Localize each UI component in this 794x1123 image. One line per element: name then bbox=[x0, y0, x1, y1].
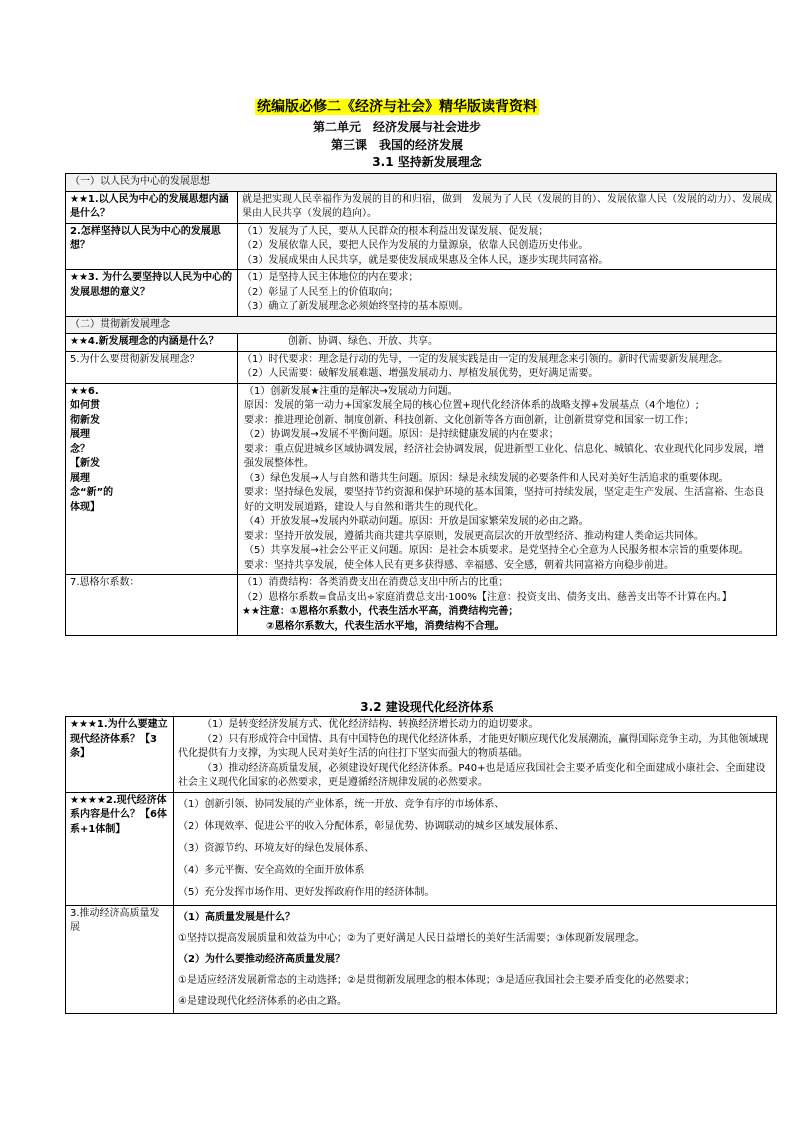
question-1: ★★1.以人民为中心的发展思想内涵是什么？ bbox=[66, 191, 238, 223]
table-2 bbox=[65, 716, 777, 1014]
t2-answer-2: （1）创新引领、协同发展的产业体系，统一开放、竞争有序的市场体系、 （2）体现效率、促进公平的收入分配体系，彰显优势、协调联动的城乡区域发展体系、 （3）资源节约、环境友好的绿色发展体系、 （4）多元平衡、安全高效的全面开放体系 （5）充分发挥市场作用、更好发挥政府作用的经济体制。 bbox=[174, 792, 777, 905]
question-2: 2.怎样坚持以人民为中心的发展思想？ bbox=[66, 223, 238, 270]
section-2-title: 3.2 建设现代化经济体系 bbox=[360, 700, 494, 714]
t2-question-2: ★★★★2.现代经济体系内容是什么？【6体系+1体制】 bbox=[66, 792, 174, 905]
question-3: ★★3. 为什么要坚持以人民为中心的发展思想的意义？ bbox=[66, 270, 238, 317]
answer-6: （1）创新发展★注重的是解决→发展动力问题。 原因：发展的第一动力+国家发展全局的核心位置+现代化经济体系的战略支撑+发展基点（4个地位）; 要求：推进理论创新、制度创新、科技创新、文化创新等各方面创新，让创新贯穿党和国家一切工作； （2）协调发展→发展不平衡问题。原因：是持续健康发展的内在要求； 要求：重点促进城乡区域协调发展，经济社会协调发展，促进新型工业化、信息化、城镇化、农业现代化同步发展，增强发展整体性。 （3）绿色发展→人与自然和谐共生问题。原因：绿是永续发展的必要条件和人民对美好生活追求的重要体现。 要求：坚持绿色发展，要坚持节约资源和保护环境的基本国策，坚持可持续发展，坚定走生产发展、生活富裕、生态良好的文明发展道路，建设人与自然和谐共生的现代化。 （4）开放发展→发展内外联动问题。原因：开放是国家繁荣发展的必由之路。 要求：坚持开放发展，遵循共商共建共享原则，发展更高层次的开放型经济、推动构建人类命运共同体。 （5）共享发展→社会公平正义问题。原因：是社会本质要求。是党坚持全心全意为人民服务根本宗旨的重要体现。 要求：坚持共享发展，使全体人民有更多获得感、幸福感、安全感，朝着共同富裕方向稳步前进。 bbox=[238, 383, 777, 575]
answer-2: （1）发展为了人民，要从人民群众的根本利益出发谋发展、促发展； （2）发展依靠人民，要把人民作为发展的力量源泉，依靠人民创造历史伟业。 （3）发展成果由人民共享，就是要使发展成果惠及全体人民，逐步实现共同富裕。 bbox=[238, 223, 777, 270]
lesson-title: 第三课 我国的经济发展 bbox=[330, 138, 463, 152]
answer-5: （1）时代要求：理念是行动的先导，一定的发展实践是由一定的发展理念来引领的。新时代需要新发展理念。 （2）人民需要：破解发展难题、增强发展动力、厚植发展优势，更好满足需要。 bbox=[238, 351, 777, 383]
t2-question-1: ★★★1.为什么要建立现代经济体系？【3条】 bbox=[66, 717, 174, 793]
question-4: ★★4.新发展理念的内涵是什么？ bbox=[66, 334, 238, 352]
question-5: 5.为什么要贯彻新发展理念？ bbox=[66, 351, 238, 383]
section-1-title: 3.1 坚持新发展理念 bbox=[372, 155, 482, 169]
question-6: ★★6.如何贯彻新发展理念？【新发展理念“新”的体现】 bbox=[66, 383, 238, 575]
answer-4: 创新、协调、绿色、开放、共享。 bbox=[238, 334, 777, 352]
t2-answer-1: （1）是转变经济发展方式、优化经济结构、转换经济增长动力的迫切要求。 （2）只有形成符合中国情、具有中国特色的现代化经济体系，才能更好顺应现代化发展潮流，赢得国际竞争主动，为其他领域现代化提供有力支撑，为实现人民对美好生活的向往打下坚实而强大的物质基础。 （3）推动经济高质量发展，必须建设好现代化经济体系。P40+也是适应我国社会主要矛盾变化和全面建成小康社会、全面建设社会主义现代化国家的必然要求，更是遵循经济规律发展的必然要求。 bbox=[174, 717, 777, 793]
unit-title: 第二单元 经济发展与社会进步 bbox=[312, 120, 481, 134]
answer-3: （1）是坚持人民主体地位的内在要求； （2）彰显了人民至上的价值取向； （3）确立了新发展理念必须始终坚持的基本原则。 bbox=[238, 270, 777, 317]
answer-1: 就是把实现人民幸福作为发展的目的和归宿，做到 发展为了人民（发展的目的）、发展依靠人民（发展的动力）、发展成果由人民共享（发展的趋向）。 bbox=[238, 191, 777, 223]
question-7: 7.恩格尔系数： bbox=[66, 575, 238, 636]
part-2-heading: （二）贯彻新发展理念 bbox=[66, 316, 777, 334]
table-1 bbox=[65, 173, 777, 636]
t2-answer-3: （1）高质量发展是什么？ ①坚持以提高发展质量和效益为中心；②为了更好满足人民日益增长的美好生活需要；③体现新发展理念。 （2）为什么要推动经济高质量发展？ ①是适应经济发展新常态的主动选择；②是贯彻新发展理念的根本体现；③是适应我国社会主要矛盾变化的必然要求； ④是建设现代化经济体系的必由之路。 bbox=[174, 905, 777, 1013]
part-1-heading: （一）以人民为中心的发展思想 bbox=[66, 174, 777, 192]
answer-7: （1）消费结构：各类消费支出在消费总支出中所占的比重； （2）恩格尔系数=食品支出÷家庭消费总支出·100%【注意：投资支出、债务支出、慈善支出等不计算在内。】 ★★注意：①恩格尔系数小，代表生活水平高，消费结构完善； ②恩格尔系数大，代表生活水平地，消费结构不合理。 bbox=[238, 575, 777, 636]
t2-question-3: 3.推动经济高质量发展 bbox=[66, 905, 174, 1013]
main-title: 统编版必修二《经济与社会》精华版读背资料 bbox=[257, 99, 537, 115]
